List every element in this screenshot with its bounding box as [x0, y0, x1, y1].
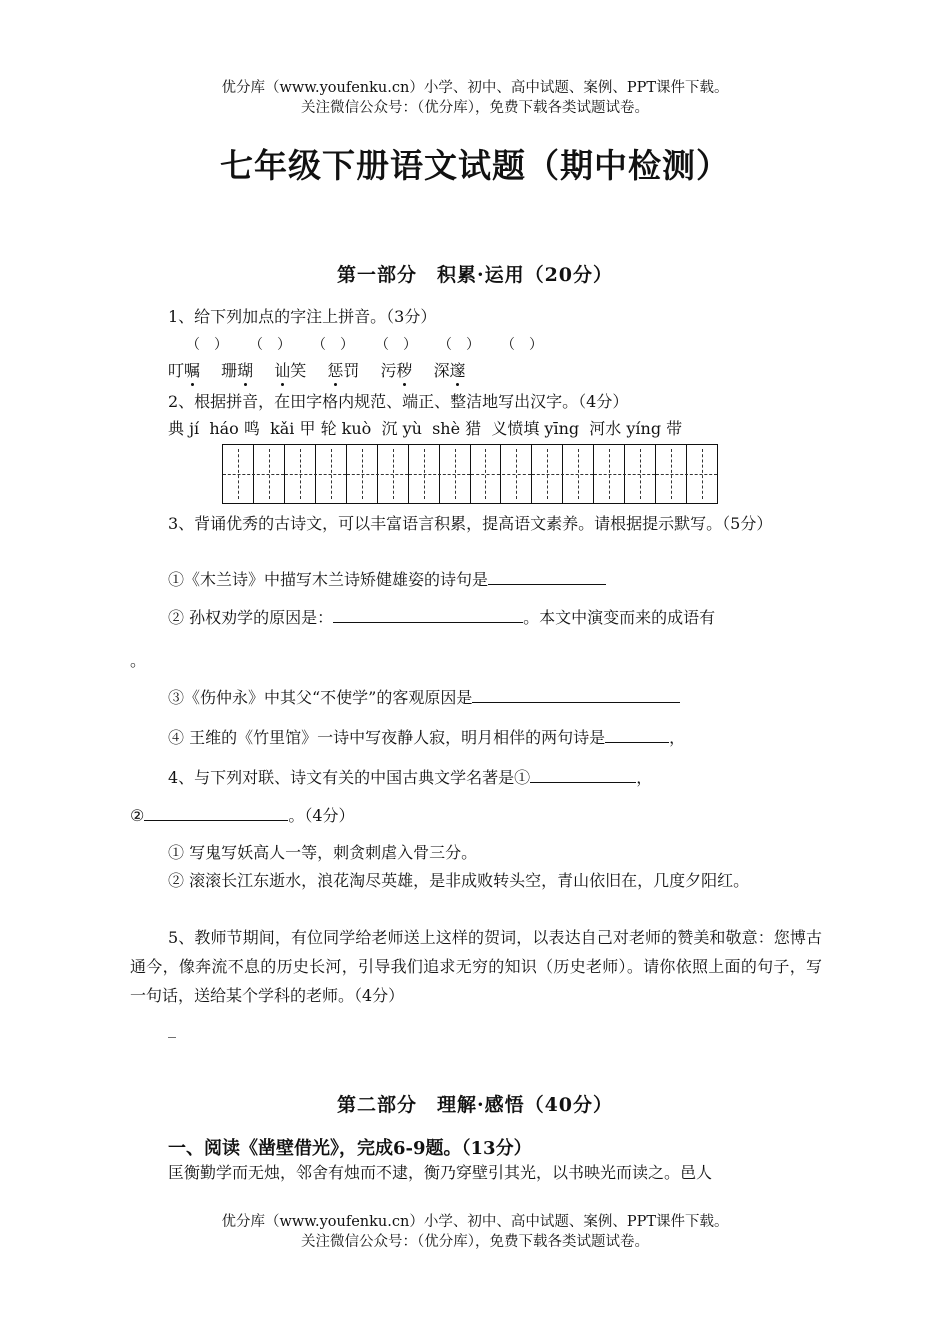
dotted-char: 瑚: [237, 361, 254, 380]
char: 叮: [168, 361, 185, 380]
q3-s2: [168, 606, 715, 629]
dotted-char: 秽: [396, 361, 413, 380]
q4-text-b: ，: [636, 768, 653, 787]
grid-cell[interactable]: [409, 445, 471, 503]
q3-s3: [168, 686, 680, 709]
grid-cell[interactable]: [594, 445, 656, 503]
q2-text: 2、根据拼音，在田字格内规范、端正、整洁地写出汉字。（4分）: [168, 392, 629, 411]
answer-blank[interactable]: [488, 568, 606, 585]
q1-words: [168, 360, 482, 382]
grid-cell[interactable]: [347, 445, 409, 503]
char: 罚: [343, 361, 360, 380]
char: 珊: [221, 361, 238, 380]
char: 笑: [290, 361, 307, 380]
q4-line-1: [168, 766, 652, 789]
paren-4: （ ）: [375, 337, 417, 353]
grid-cell[interactable]: [656, 445, 717, 503]
word-6: [434, 360, 466, 382]
q3-s1: [168, 568, 606, 591]
q3-text: 3、背诵优秀的古诗文，可以丰富语言积累，提高语文素养。请根据提示默写。（5分）: [168, 514, 773, 533]
grid-cell[interactable]: [532, 445, 594, 503]
answer-blank[interactable]: [605, 726, 669, 743]
tianzige-grid: [222, 444, 718, 504]
footer-line-2: 关注微信公众号：（优分库），免费下载各类试题试卷。: [301, 1234, 649, 1250]
dotted-char: 讪: [274, 361, 291, 380]
q4-text-c: ②: [130, 806, 145, 825]
q4-c1: ① 写鬼写妖高人一等，刺贪刺虐入骨三分。: [168, 843, 478, 862]
q4-text-d: 。（4分）: [288, 806, 355, 825]
q4-line-2: [130, 804, 355, 827]
q3-s4: [168, 726, 685, 749]
q1-parens: [186, 334, 564, 356]
q3-s1-text: ①《木兰诗》中描写木兰诗矫健雄姿的诗句是: [168, 570, 489, 589]
q5-text: 5、教师节期间，有位同学给老师送上这样的贺词，以表达自己对老师的赞美和敬意：您博古通今，像奔流不息的历史长河，引导我们追求无穷的知识（历史老师）。请你依照上面的句子，写一句话，送给某个学科的老师。（4分）: [130, 928, 822, 1005]
word-2: [221, 360, 253, 382]
answer-blank[interactable]: [144, 804, 288, 821]
q3-s2-text-b: 。本文中演变而来的成语有: [523, 608, 716, 627]
word-5: [381, 360, 413, 382]
header-line-1: 优分库（www.youfenku.cn）小学、初中、高中试题、案例、PPT课件下载。: [221, 80, 729, 96]
q2-pinyin-line: 典 jí háo 鸣 kǎi 甲 轮 kuò 沉 yù shè 猎 义愤填 yīng 河水 yíng 带: [168, 419, 683, 438]
word-1: [168, 360, 200, 382]
answer-blank[interactable]: [333, 606, 523, 623]
q3-s4-text: ④ 王维的《竹里馆》一诗中写夜静人寂，明月相伴的两句诗是: [168, 728, 606, 747]
paren-3: （ ）: [312, 337, 354, 353]
char: 深: [433, 361, 450, 380]
q1-text: 1、给下列加点的字注上拼音。（3分）: [168, 307, 437, 326]
grid-cell[interactable]: [471, 445, 533, 503]
page-title: 七年级下册语文试题（期中检测）: [220, 146, 730, 185]
part2-passage: 匡衡勤学而无烛，邻舍有烛而不逮，衡乃穿壁引其光，以书映光而读之。邑人: [168, 1163, 713, 1182]
word-4: [327, 360, 359, 382]
answer-blank[interactable]: [472, 686, 680, 703]
header-line-2: 关注微信公众号：（优分库），免费下载各类试题试卷。: [301, 100, 649, 116]
paren-5: （ ）: [438, 337, 480, 353]
part1-heading: 第一部分 积累·运用（20分）: [336, 264, 614, 286]
q3-s2-end: 。: [130, 651, 147, 670]
dotted-char: 惩: [327, 361, 344, 380]
grid-cell[interactable]: [285, 445, 347, 503]
part2-heading: 第二部分 理解·感悟（40分）: [336, 1094, 614, 1116]
answer-blank[interactable]: [530, 766, 636, 783]
footer-line-1: 优分库（www.youfenku.cn）小学、初中、高中试题、案例、PPT课件下载。: [221, 1214, 729, 1230]
dotted-char: 邃: [449, 361, 466, 380]
char: 污: [380, 361, 397, 380]
q3-s2-text: ② 孙权劝学的原因是：: [168, 608, 334, 627]
q4-c2: ② 滚滚长江东逝水，浪花淘尽英雄，是非成败转头空，青山依旧在，几度夕阳红。: [168, 871, 750, 890]
paren-1: （ ）: [186, 337, 228, 353]
q4-text: 4、与下列对联、诗文有关的中国古典文学名著是①: [168, 768, 531, 787]
q5-answer[interactable]: _: [168, 1019, 176, 1038]
part2-sec1-title: 一、阅读《凿壁借光》，完成6-9题。（13分）: [168, 1138, 532, 1159]
paren-2: （ ）: [249, 337, 291, 353]
word-3: [274, 360, 306, 382]
paren-6: （ ）: [501, 337, 543, 353]
dotted-char: 嘱: [184, 361, 201, 380]
q3-s3-text: ③《伤仲永》中其父“不使学”的客观原因是: [168, 688, 473, 707]
q3-s4-text-b: ，: [669, 728, 686, 747]
grid-cell[interactable]: [223, 445, 285, 503]
